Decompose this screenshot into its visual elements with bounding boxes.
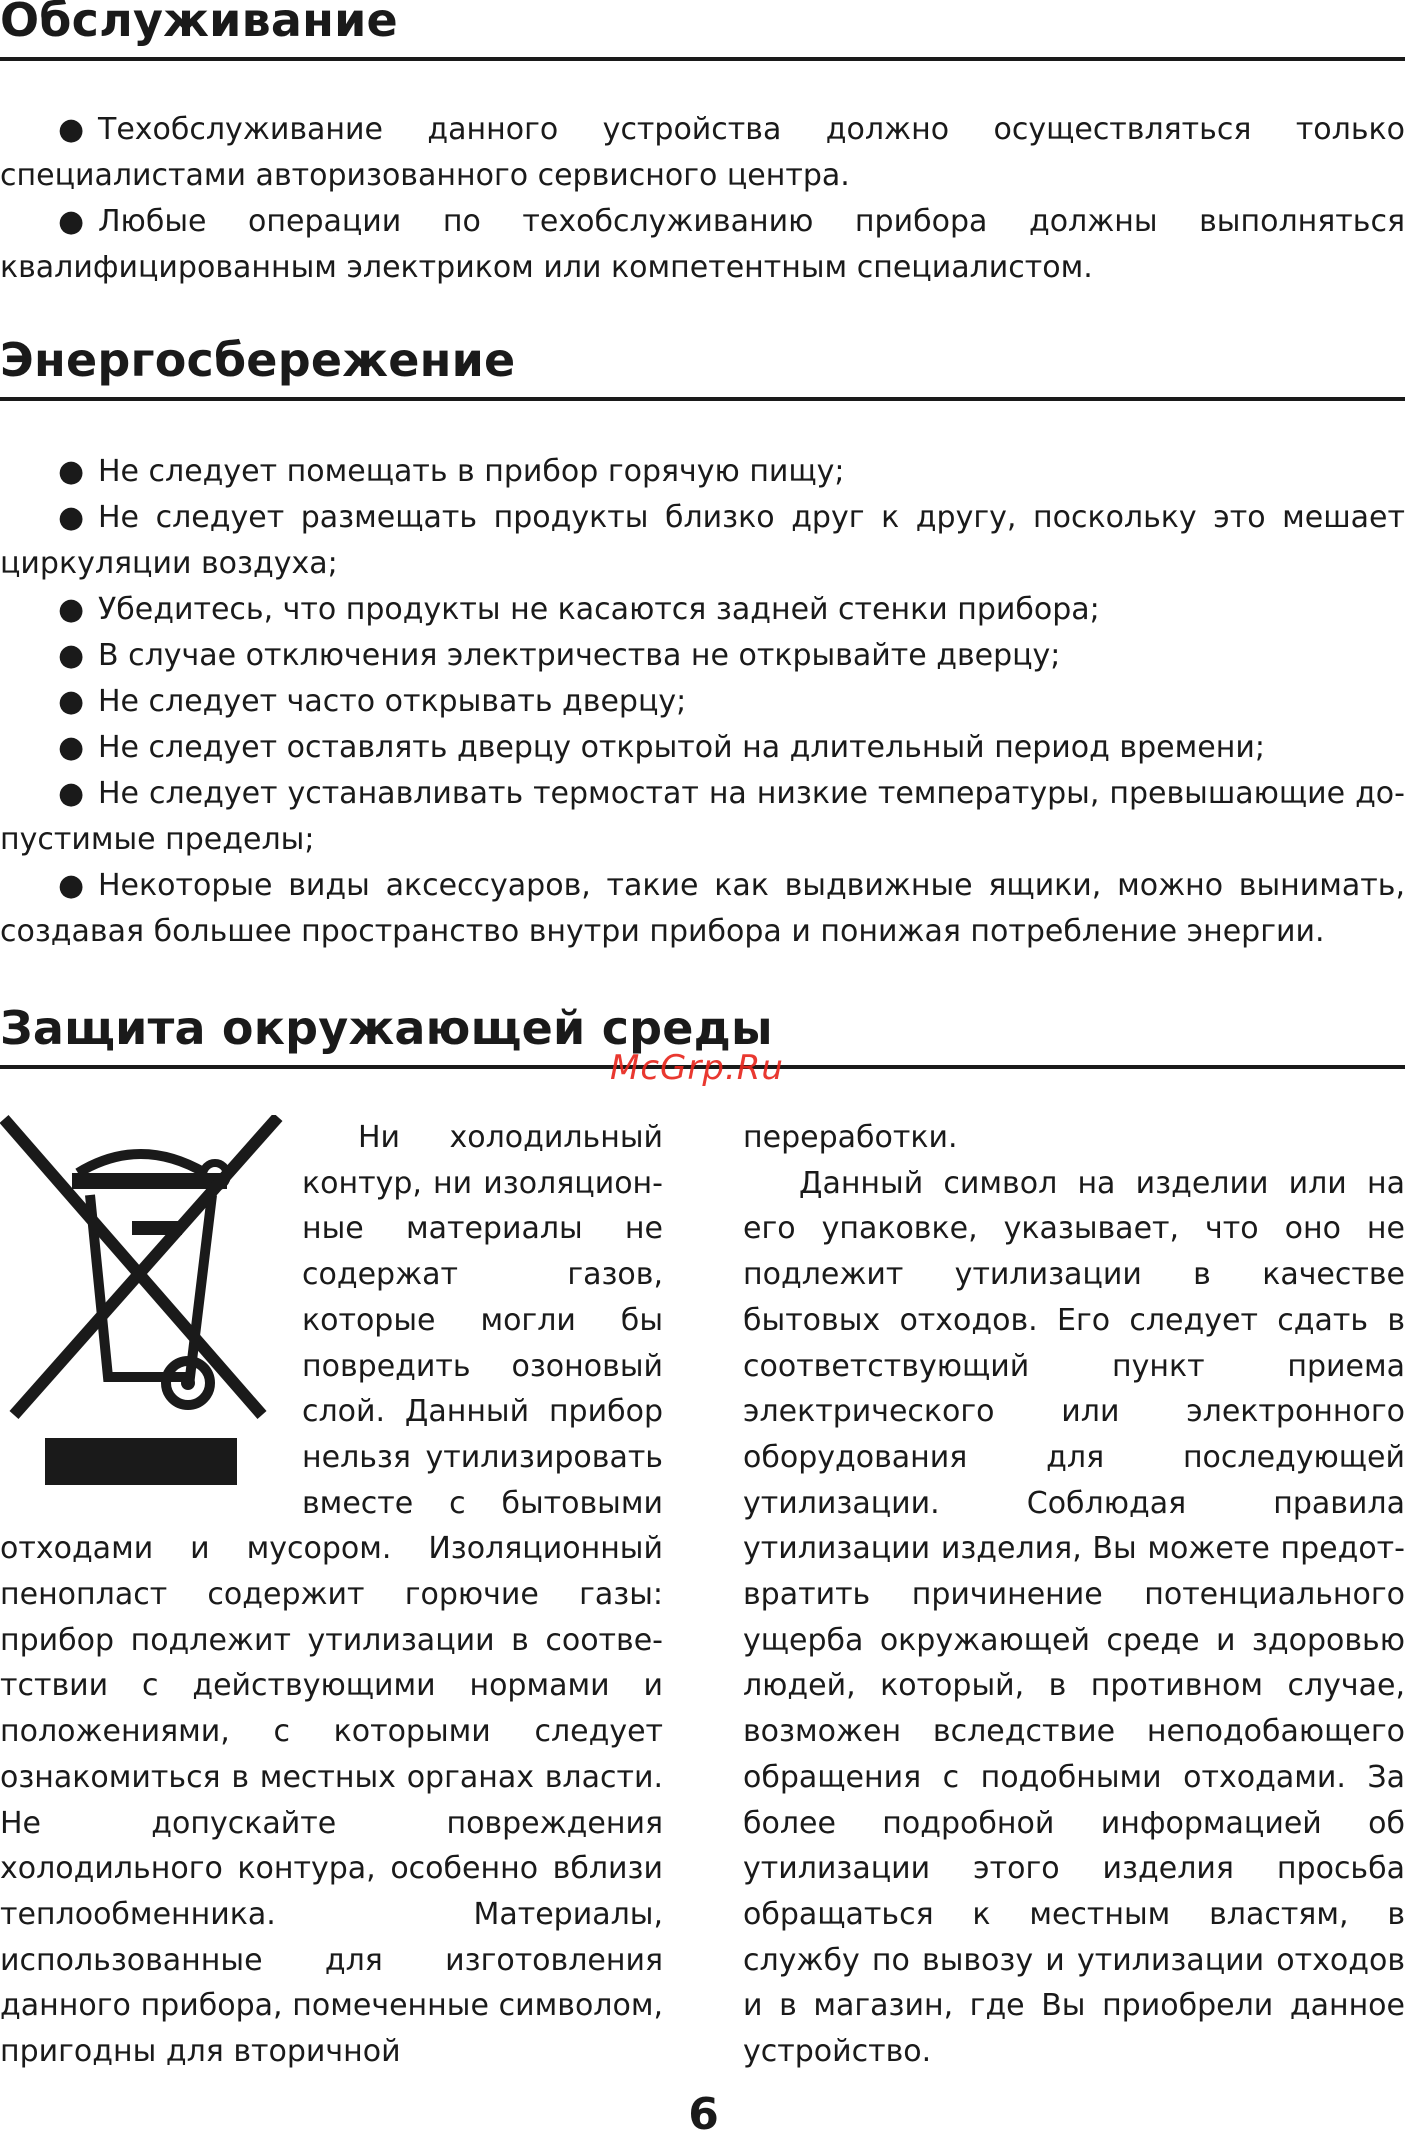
- section-divider: [0, 397, 1405, 401]
- page-number: 6: [688, 2089, 719, 2140]
- bullet-icon: ●: [58, 730, 85, 765]
- environment-left-column: [0, 1115, 663, 2075]
- list-item: ● Любые операции по техобслуживанию прибора должны выполняться квалифицированным электриком или компетентным специалистом.: [0, 199, 1405, 291]
- crossed-out-wheelie-bin-icon: [0, 1115, 290, 1485]
- bullet-icon: ●: [58, 204, 85, 239]
- environment-left-paragraph: Ни холодильный контур, ни изоляционные материалы не содержат газов, которые могли бы повредить озоновый слой. Данный прибор нельзя утилизировать вместе с бытовыми отходами и мусором. Изоляционный пенопласт содержит горючие газы: прибор подлежит утилизации в соответствии с действующими нормами и положениями, с которыми следует ознакомиться в местных органах власти. Не допускайте повреждения холодильного контура, особенно вблизи теплообменника. Материалы, использованные для изготовления данного прибора, помеченные символом, пригодны для вторичной: [0, 1120, 663, 2070]
- section-title-environment: Защита окружающей среды: [0, 1001, 773, 1055]
- bullet-icon: ●: [58, 638, 85, 673]
- list-item: ● Некоторые виды аксессуаров, такие как выдвижные ящики, можно вынимать, создавая большее пространство внутри прибора и понижая потребление энергии.: [0, 863, 1405, 955]
- bullet-icon: ●: [58, 684, 85, 719]
- environment-right-paragraph: Данный символ на изделии или на его упаковке, указывает, что оно не подлежит утилизации в качестве бытовых отходов. Его следует сдать в соответствующий пункт приема электрического или электронного оборудования для последующей утилизации. Соблюдая правила утилизации изделия, Вы можете предотвратить причинение потенциального ущерба окружающей среде и здоровью людей, который, в противном случае, возможен вследствие неподобающего обращения с подобными отходами. За более подробной информацией об утилизации этого изделия просьба обращаться к местным властям, в службу по вывозу и утилизации отходов и в магазин, где Вы приобрели данное устройство.: [743, 1165, 1405, 2070]
- bullet-icon: ●: [58, 592, 85, 627]
- bullet-icon: ●: [58, 500, 85, 535]
- section-title-maintenance: Обслуживание: [0, 0, 398, 47]
- list-item: ● Не следует устанавливать термостат на низкие температуры, превышающие допустимые пределы;: [0, 771, 1405, 863]
- list-item: ● Не следует размещать продукты близко друг к другу, поскольку это мешает циркуляции воздуха;: [0, 495, 1405, 587]
- list-item: ● Не следует оставлять дверцу открытой на длительный период времени;: [0, 725, 1405, 771]
- maintenance-list: [0, 107, 1405, 291]
- section-divider: [0, 57, 1405, 61]
- list-item: ● Не следует помещать в прибор горячую пищу;: [0, 449, 1405, 495]
- list-item: ● В случае отключения электричества не открывайте дверцу;: [0, 633, 1405, 679]
- bullet-icon: ●: [58, 868, 85, 903]
- list-item: ● Не следует часто открывать дверцу;: [0, 679, 1405, 725]
- list-item: ● Техобслуживание данного устройства должно осуществляться только специалистами авторизованного сервисного центра.: [0, 107, 1405, 199]
- environment-right-continuation: переработки.: [743, 1120, 958, 1155]
- environment-right-column: [743, 1115, 1405, 2075]
- watermark: McGrp.Ru: [610, 1048, 784, 1088]
- bullet-icon: ●: [58, 454, 85, 489]
- list-item: ● Убедитесь, что продукты не касаются задней стенки прибора;: [0, 587, 1405, 633]
- bullet-icon: ●: [58, 112, 85, 147]
- bullet-icon: ●: [58, 776, 85, 811]
- section-title-energy: Энергосбережение: [0, 333, 516, 387]
- energy-list: [0, 449, 1405, 955]
